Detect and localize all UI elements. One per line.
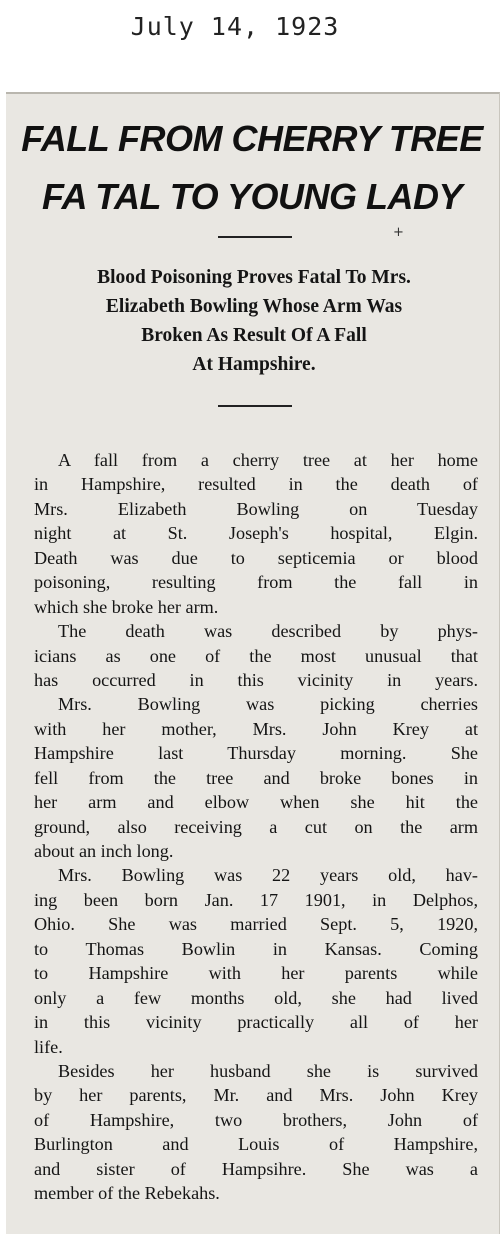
headline-line-2: FA TAL TO YOUNG LADY	[41, 176, 463, 217]
article-line: A fall from a cherry tree at her home	[58, 450, 478, 470]
article-line: Mrs. Bowling was picking cherries	[58, 694, 478, 715]
subheadline-line-4: At Hampshire.	[192, 354, 316, 375]
article-line: Hampshire last Thursday morning. She	[34, 743, 478, 764]
article-line: Burlington and Louis of Hampshire,	[34, 1134, 478, 1155]
subheadline	[20, 263, 488, 379]
article-line: icians as one of the most unusual that	[34, 645, 478, 666]
ornament-mark: +	[393, 225, 404, 240]
article-line: fell from the tree and broke bones in	[34, 767, 478, 788]
subheadline-line-3: Broken As Result Of A Fall	[141, 325, 367, 346]
article-line: and sister of Hampsihre. She was a	[34, 1158, 478, 1179]
article-line: ground, also receiving a cut on the arm	[34, 816, 478, 837]
article-line: by her parents, Mr. and Mrs. John Krey	[34, 1085, 478, 1106]
article-line: Ohio. She was married Sept. 5, 1920,	[34, 914, 478, 935]
article-line: poisoning, resulting from the fall in	[34, 572, 478, 593]
article-line: night at St. Joseph's hospital, Elgin.	[34, 523, 478, 544]
article-line: of Hampshire, two brothers, John of	[34, 1109, 478, 1130]
article-line: her arm and elbow when she hit the	[34, 792, 478, 813]
article-line: life.	[34, 1036, 63, 1057]
article-line: to Hampshire with her parents while	[34, 963, 478, 984]
article-body	[34, 448, 478, 1206]
article-line: in this vicinity practically all of her	[34, 1012, 478, 1033]
article-line: Mrs. Elizabeth Bowling on Tuesday	[34, 498, 478, 519]
article-line: to Thomas Bowlin in Kansas. Coming	[34, 938, 478, 959]
subheadline-line-1: Blood Poisoning Proves Fatal To Mrs.	[97, 267, 411, 288]
article-line: Death was due to septicemia or blood	[34, 547, 478, 568]
article-line: about an inch long.	[34, 841, 174, 861]
article-line: has occurred in this vicinity in years.	[34, 669, 478, 690]
clipping-date: July 14, 1923	[130, 12, 340, 41]
headline	[10, 110, 494, 226]
article-line: Mrs. Bowling was 22 years old, hav-	[58, 865, 478, 886]
subheadline-line-2: Elizabeth Bowling Whose Arm Was	[105, 296, 403, 317]
article-line: which she broke her arm.	[34, 596, 219, 617]
article-line: Besides her husband she is survived	[58, 1060, 478, 1081]
article-line: ing been born Jan. 17 1901, in Delphos,	[34, 889, 478, 910]
article-line: with her mother, Mrs. John Krey at	[34, 718, 478, 739]
article-line: The death was described by phys-	[58, 621, 478, 642]
article-line: in Hampshire, resulted in the death of	[34, 474, 478, 495]
subhead-divider	[218, 405, 292, 407]
headline-divider	[218, 236, 292, 238]
article-line: member of the Rebekahs.	[34, 1183, 220, 1204]
headline-line-1: FALL FROM CHERRY TREE	[21, 118, 483, 159]
article-line: only a few months old, she had lived	[34, 987, 478, 1008]
